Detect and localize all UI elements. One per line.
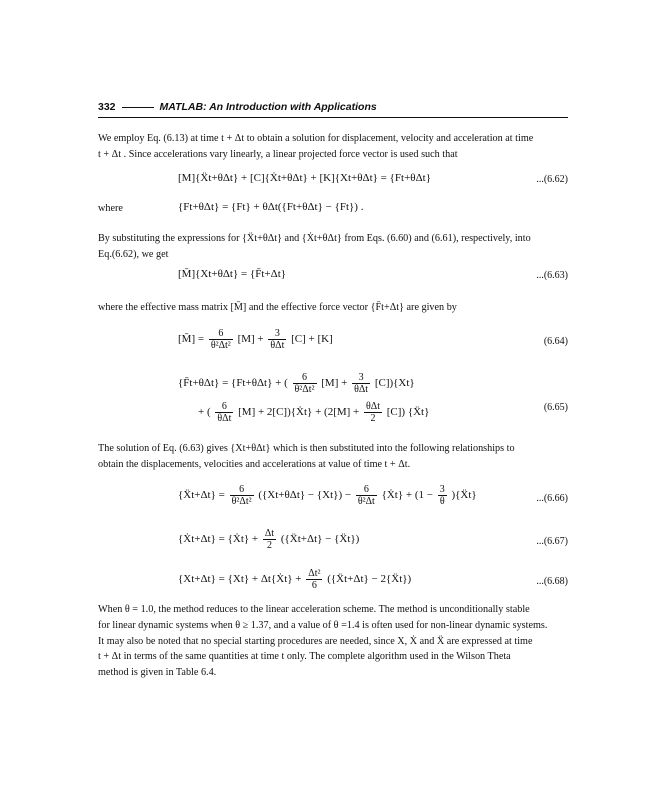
running-title: MATLAB: An Introduction with Applications [159, 101, 377, 113]
denominator: θ²Δt [357, 496, 375, 507]
fraction [215, 401, 233, 424]
paragraph-effective [98, 300, 568, 316]
equation-number-6-62: ...(6.62) [536, 174, 568, 185]
paragraph-line: By substituting the expressions for {Ẍt+θΔt} and {Ẋt+θΔt} from Eqs. (6.60) and (6.61), respectively, into [98, 233, 531, 244]
running-header [98, 100, 568, 114]
denominator: θΔt [217, 413, 232, 424]
eq-term: {Ẋt} + (1 − [381, 489, 433, 502]
paragraph-line: Eq.(6.62), we get [98, 248, 169, 260]
fraction [306, 568, 322, 591]
paragraph-solution [98, 441, 568, 473]
equation-number-6-66: ...(6.66) [536, 493, 568, 504]
where-label: where [98, 203, 123, 214]
header-rule [122, 107, 154, 108]
numerator: 3 [352, 372, 370, 384]
eq-term: [M] + [321, 377, 348, 390]
fraction [268, 328, 286, 351]
fraction [230, 484, 254, 507]
paragraph-line: method is given in Table 6.4. [98, 667, 217, 679]
eq-lhs: {Ẋt+Δt} = {Ẋt} + [178, 533, 259, 546]
paragraph-intro [98, 131, 568, 163]
eq-term: [C]){Xt} [374, 377, 415, 390]
eq-term: ({Xt+θΔt} − {Xt}) − [258, 489, 352, 502]
numerator: 6 [209, 328, 233, 340]
eq-lhs: {Ẍt+Δt} = [178, 489, 225, 502]
numerator: 3 [439, 484, 445, 495]
equation-number-6-67: ...(6.67) [536, 536, 568, 547]
eq-term: ){Ẍt} [451, 489, 477, 502]
eq-term: ({Ẍt+Δt} − {Ẍt}) [280, 533, 360, 546]
numerator: θΔt [366, 401, 380, 412]
fraction [293, 372, 317, 395]
denominator: θΔt [354, 384, 369, 395]
paragraph-line: obtain the displacements, velocities and accelerations at value of time t + Δt. [98, 458, 411, 470]
paragraph-substitution [98, 231, 568, 263]
page-number: 332 [98, 101, 116, 113]
equation-6-62: [M]{Ẍt+θΔt} + [C]{Ẋt+θΔt} + [K]{Xt+θΔt} = {Ft+θΔt} [178, 172, 431, 184]
paragraph-line: We employ Eq. (6.13) at time t + Δt to obtain a solution for displacement, velocity and acceleration at time [98, 133, 534, 144]
paragraph-line: When θ = 1.0, the method reduces to the linear acceleration scheme. The method is unconditionally stable [98, 604, 530, 615]
force-definition: {Ft+θΔt} = {Ft} + θΔt({Ft+θΔt} − {Ft}) . [178, 201, 364, 213]
equation-6-66 [178, 484, 477, 507]
equation-6-67 [178, 528, 359, 551]
fraction [356, 484, 377, 507]
paragraph-wilson-theta [98, 602, 568, 681]
equation-number-6-63: ...(6.63) [536, 270, 568, 281]
fraction [352, 372, 370, 395]
paragraph-line: t + Δt in terms of the same quantities at time t only. The complete algorithm used in the Wilson Theta [98, 651, 511, 663]
equation-number-6-65: (6.65) [543, 402, 568, 413]
denominator: θ [439, 496, 445, 507]
denominator: 6 [311, 580, 317, 591]
equation-6-63: [M̄]{Xt+θΔt} = {F̄t+Δt} [178, 268, 287, 280]
header-divider [98, 117, 568, 118]
paragraph-line: t + Δt . Since accelerations vary linearly, a linear projected force vector is used such that [98, 148, 458, 160]
equation-6-68 [178, 568, 411, 591]
equation-6-65-line1 [178, 372, 415, 395]
denominator: 2 [370, 413, 376, 424]
equation-number-6-68: ...(6.68) [536, 576, 568, 587]
paragraph-line: for linear dynamic systems when θ ≥ 1.37, and a value of θ =1.4 is often used for non-linear dynamic systems. [98, 619, 548, 631]
eq-term: [C]) {Ẍt} [386, 406, 430, 419]
numerator: Δt [264, 528, 275, 539]
numerator: 6 [293, 372, 317, 384]
numerator: 6 [215, 401, 233, 413]
eq-term: + ( [198, 406, 211, 419]
eq-term: {F̄t+θΔt} = {Ft+θΔt} + ( [178, 377, 288, 390]
paragraph-line: It may also be noted that no special starting procedures are needed, since X, Ẋ and Ẍ are expressed at time [98, 635, 533, 647]
numerator: Δt² [308, 568, 321, 579]
numerator: 3 [268, 328, 286, 340]
eq-term: [C] + [K] [291, 333, 333, 346]
fraction [364, 401, 382, 424]
numerator: 6 [230, 484, 254, 496]
paragraph-line: where the effective mass matrix [M̄] and the effective force vector {F̄t+Δt} are given by [98, 302, 457, 313]
eq-term: [M] + [237, 333, 264, 346]
equation-6-64 [178, 328, 333, 351]
denominator: 2 [266, 540, 272, 551]
fraction [263, 528, 276, 551]
denominator: θ²Δt² [210, 340, 231, 351]
numerator: 6 [356, 484, 377, 496]
denominator: θΔt [270, 340, 285, 351]
equation-number-6-64: (6.64) [543, 336, 568, 347]
denominator: θ²Δt² [294, 384, 315, 395]
equation-6-65-line2 [198, 401, 429, 424]
fraction [438, 484, 447, 507]
eq-term: ({Ẍt+Δt} − 2{Ẍt}) [327, 573, 412, 586]
fraction [209, 328, 233, 351]
eq-term: [M] + 2[C]){Ẋt} + (2[M] + [238, 406, 360, 419]
eq-lhs: [M̄] = [178, 333, 205, 346]
paragraph-line: The solution of Eq. (6.63) gives {Xt+θΔt} which is then substituted into the following relationships to [98, 443, 515, 454]
denominator: θ²Δt² [231, 496, 252, 507]
eq-lhs: {Xt+Δt} = {Xt} + Δt{Ẋt} + [178, 573, 302, 586]
